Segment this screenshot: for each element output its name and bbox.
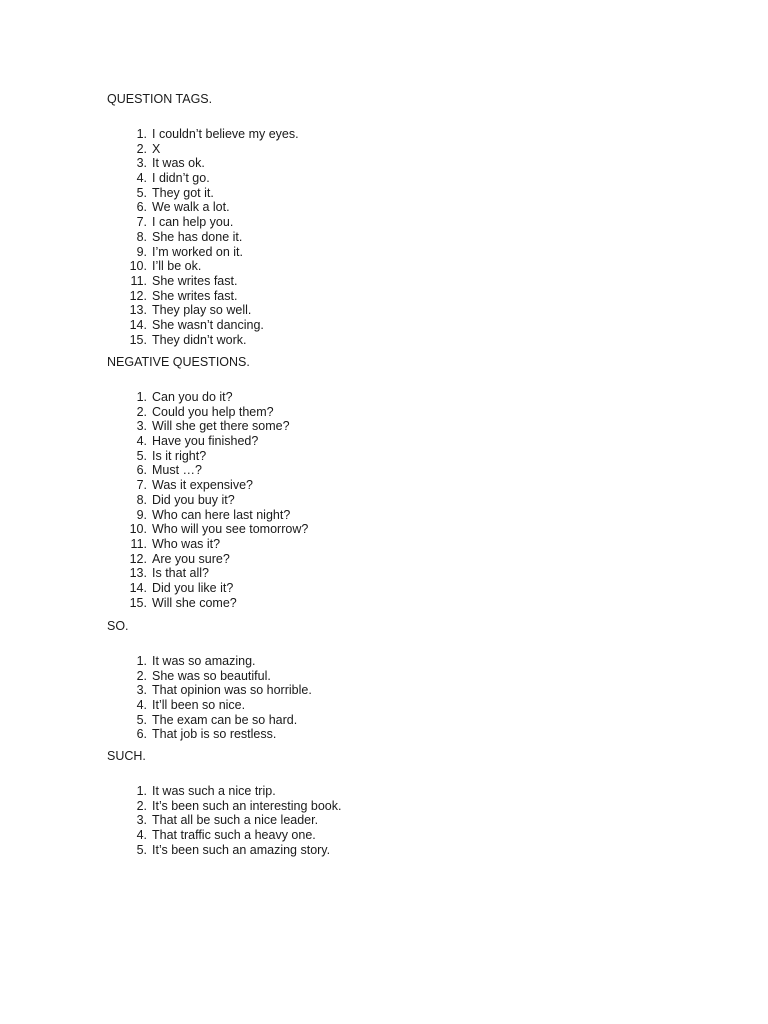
- item-text: I didn’t go.: [152, 171, 210, 186]
- list-item: [107, 463, 308, 478]
- item-number: 3.: [136, 813, 147, 828]
- item-text: That opinion was so horrible.: [152, 683, 312, 698]
- item-number: 5.: [136, 448, 147, 463]
- section-heading: NEGATIVE QUESTIONS.: [107, 355, 250, 369]
- list-item: [107, 843, 341, 858]
- item-number: 9.: [136, 507, 147, 522]
- list-item: [107, 698, 312, 713]
- item-number: 8.: [136, 229, 147, 244]
- item-text: X: [152, 141, 161, 156]
- list-item: [107, 449, 308, 464]
- item-number: 5.: [136, 185, 147, 200]
- item-text: The exam can be so hard.: [152, 712, 298, 727]
- item-number: 12.: [129, 288, 147, 303]
- item-number: 11.: [130, 273, 147, 288]
- item-text: Have you finished?: [152, 434, 259, 449]
- item-number: 3.: [136, 419, 147, 434]
- item-text: They didn’t work.: [152, 332, 247, 347]
- item-number: 13.: [129, 303, 147, 318]
- item-text: Could you help them?: [152, 404, 274, 419]
- item-text: It’s been such an amazing story.: [152, 842, 331, 857]
- item-text: It’ll been so nice.: [152, 698, 246, 713]
- item-number: 10.: [129, 522, 147, 537]
- item-text: Is it right?: [152, 448, 207, 463]
- list-item: [107, 596, 308, 611]
- list-item: [107, 142, 299, 157]
- section-such: [107, 749, 341, 857]
- item-number: 6.: [136, 463, 147, 478]
- item-number: 14.: [129, 317, 147, 332]
- list-item: [107, 186, 299, 201]
- item-number: 1.: [136, 390, 147, 404]
- item-number: 1.: [136, 127, 147, 141]
- item-text: Must …?: [152, 463, 203, 478]
- item-number: 10.: [129, 259, 147, 274]
- item-number: 3.: [136, 156, 147, 171]
- item-text: Will she get there some?: [152, 419, 290, 434]
- list-item: [107, 683, 312, 698]
- item-text: It was ok.: [152, 156, 205, 171]
- item-text: It was so amazing.: [152, 654, 256, 668]
- item-text: Will she come?: [152, 595, 237, 610]
- item-number: 1.: [136, 654, 147, 668]
- item-text: She wasn’t dancing.: [152, 317, 264, 332]
- item-text: I can help you.: [152, 215, 234, 230]
- item-text: She writes fast.: [152, 288, 238, 303]
- item-text: It’s been such an interesting book.: [152, 798, 342, 813]
- item-text: She was so beautiful.: [152, 668, 271, 683]
- list-item: [107, 390, 308, 405]
- list-item: [107, 127, 299, 142]
- list-item: [107, 813, 341, 828]
- item-text: Who was it?: [152, 536, 221, 551]
- item-number: 4.: [136, 434, 147, 449]
- item-text: Can you do it?: [152, 390, 233, 404]
- list-item: [107, 493, 308, 508]
- list-item: [107, 419, 308, 434]
- list-item: [107, 333, 299, 348]
- list-item: [107, 784, 341, 799]
- item-text: That all be such a nice leader.: [152, 813, 319, 828]
- list-item: [107, 200, 299, 215]
- item-number: 4.: [136, 828, 147, 843]
- item-text: It was such a nice trip.: [152, 784, 276, 798]
- list-item: [107, 215, 299, 230]
- list-item: [107, 318, 299, 333]
- item-number: 5.: [136, 842, 147, 857]
- item-text: That job is so restless.: [152, 727, 277, 742]
- item-text: We walk a lot.: [152, 200, 230, 215]
- item-number: 13.: [129, 566, 147, 581]
- item-number: 6.: [136, 727, 147, 742]
- list-item: [107, 727, 312, 742]
- item-number: 15.: [129, 595, 147, 610]
- numbered-list: [107, 127, 299, 347]
- item-number: 15.: [129, 332, 147, 347]
- item-text: Are you sure?: [152, 551, 230, 566]
- item-text: She writes fast.: [152, 273, 238, 288]
- item-number: 4.: [136, 171, 147, 186]
- item-number: 1.: [136, 784, 147, 798]
- item-number: 5.: [136, 712, 147, 727]
- list-item: [107, 508, 308, 523]
- list-item: [107, 566, 308, 581]
- item-number: 6.: [136, 200, 147, 215]
- list-item: [107, 654, 312, 669]
- item-number: 2.: [136, 141, 147, 156]
- item-number: 8.: [136, 492, 147, 507]
- item-number: 7.: [136, 478, 147, 493]
- list-item: [107, 289, 299, 304]
- item-text: Did you like it?: [152, 580, 234, 595]
- item-number: 4.: [136, 698, 147, 713]
- section-so: [107, 619, 312, 742]
- numbered-list: [107, 784, 341, 857]
- item-text: Is that all?: [152, 566, 209, 581]
- list-item: [107, 522, 308, 537]
- item-text: Did you buy it?: [152, 492, 235, 507]
- list-item: [107, 156, 299, 171]
- list-item: [107, 669, 312, 684]
- item-text: Who can here last night?: [152, 507, 291, 522]
- item-text: They play so well.: [152, 303, 252, 318]
- list-item: [107, 552, 308, 567]
- item-number: 12.: [129, 551, 147, 566]
- list-item: [107, 799, 341, 814]
- list-item: [107, 537, 308, 552]
- list-item: [107, 478, 308, 493]
- item-text: That traffic such a heavy one.: [152, 828, 316, 843]
- section-heading: QUESTION TAGS.: [107, 92, 213, 106]
- list-item: [107, 171, 299, 186]
- item-number: 2.: [136, 668, 147, 683]
- item-number: 2.: [136, 404, 147, 419]
- numbered-list: [107, 390, 308, 610]
- item-number: 9.: [136, 244, 147, 259]
- item-text: I’ll be ok.: [152, 259, 202, 274]
- list-item: [107, 245, 299, 260]
- item-text: She has done it.: [152, 229, 243, 244]
- numbered-list: [107, 654, 312, 742]
- list-item: [107, 303, 299, 318]
- section-heading: SUCH.: [107, 749, 146, 763]
- section-heading: SO.: [107, 619, 129, 633]
- list-item: [107, 828, 341, 843]
- section-question-tags: [107, 92, 299, 347]
- item-text: I couldn’t believe my eyes.: [152, 127, 299, 141]
- item-number: 7.: [136, 215, 147, 230]
- list-item: [107, 230, 299, 245]
- list-item: [107, 581, 308, 596]
- item-number: 11.: [130, 536, 147, 551]
- section-negative-questions: [107, 355, 308, 610]
- item-number: 3.: [136, 683, 147, 698]
- list-item: [107, 274, 299, 289]
- item-text: Was it expensive?: [152, 478, 253, 493]
- item-text: Who will you see tomorrow?: [152, 522, 309, 537]
- item-number: 14.: [129, 580, 147, 595]
- item-text: I’m worked on it.: [152, 244, 244, 259]
- list-item: [107, 259, 299, 274]
- list-item: [107, 434, 308, 449]
- list-item: [107, 713, 312, 728]
- item-text: They got it.: [152, 185, 214, 200]
- item-number: 2.: [136, 798, 147, 813]
- list-item: [107, 405, 308, 420]
